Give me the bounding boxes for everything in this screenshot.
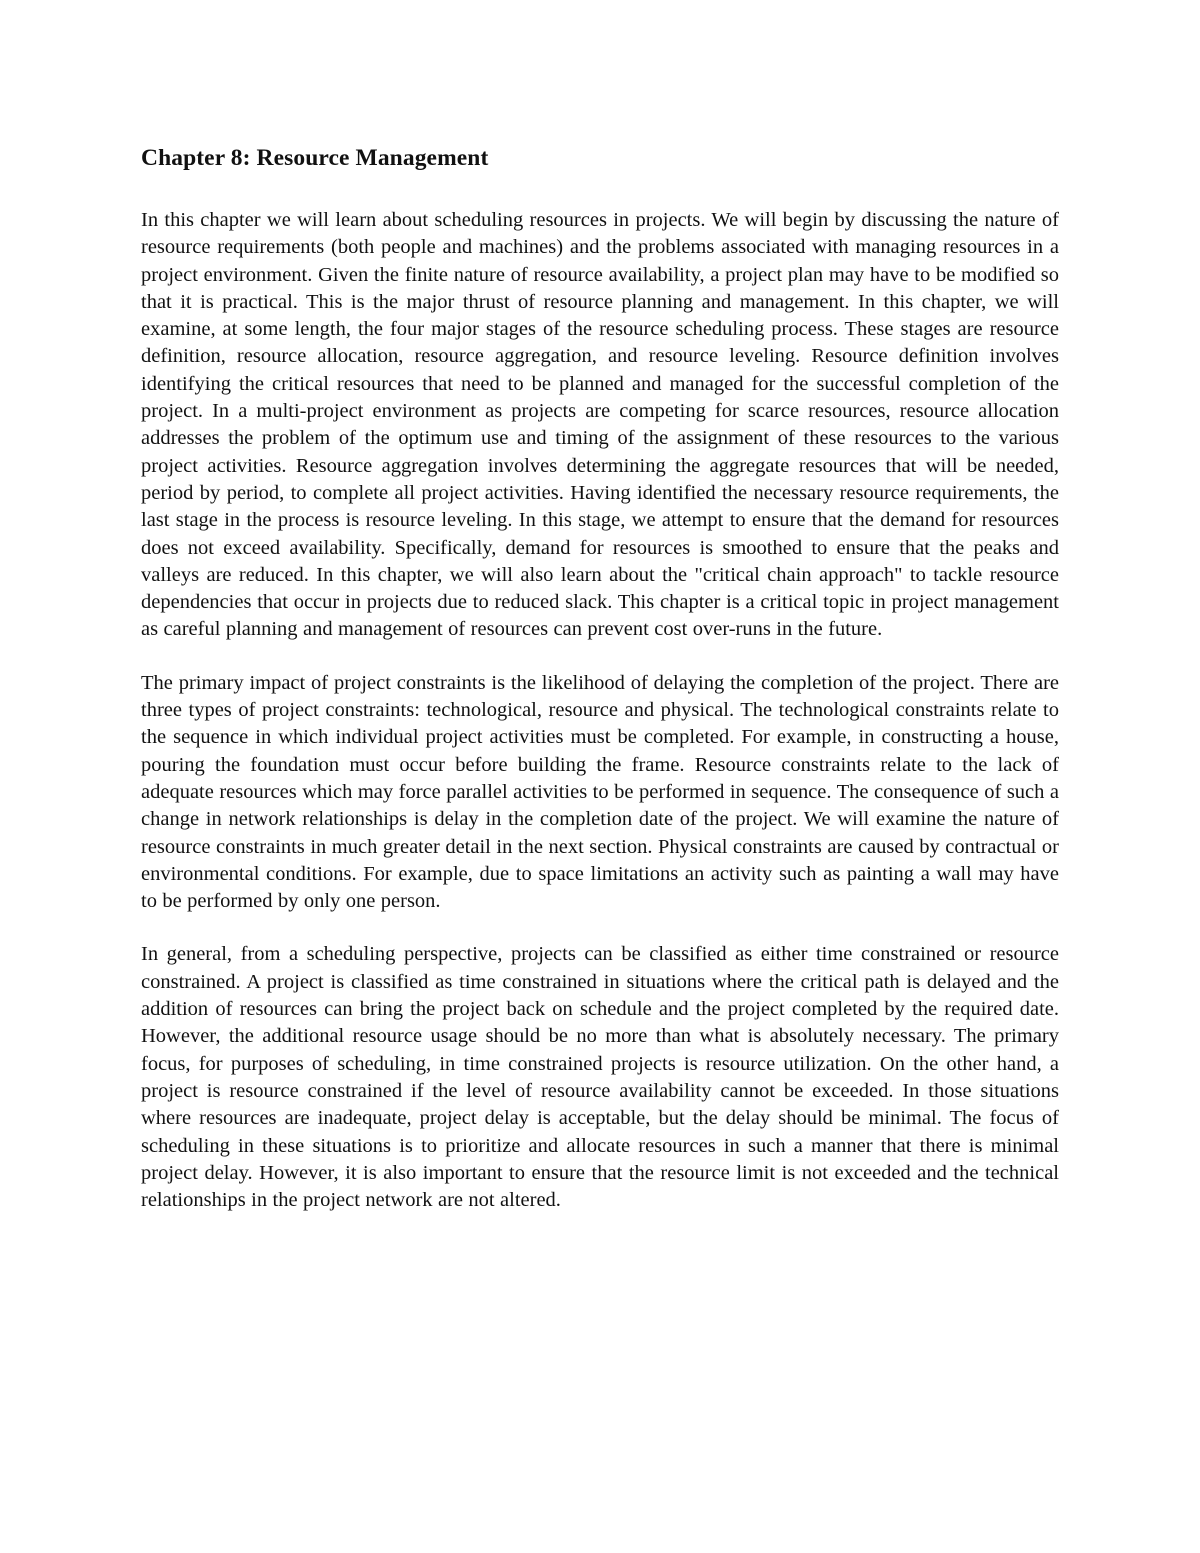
document-page (141, 138, 1059, 1214)
paragraph-constraints: The primary impact of project constraints is the likelihood of delaying the completion of the project. There are three types of project constraints: technological, resource and physical. The technological constraints relate to the sequence in which individual project activities must be completed. For example, in constructing a house, pouring the foundation must occur before building the frame. Resource constraints relate to the lack of adequate resources which may force parallel activities to be performed in sequence. The consequence of such a change in network relationships is delay in the completion date of the project. We will examine the nature of resource constraints in much greater detail in the next section. Physical constraints are caused by contractual or environmental conditions. For example, due to space limitations an activity such as painting a wall may have to be performed by only one person. (141, 671, 1059, 913)
spacer (141, 644, 1059, 670)
spacer (141, 178, 1059, 207)
spacer (141, 915, 1059, 941)
paragraph-scheduling-perspective: In general, from a scheduling perspective, projects can be classified as either time constrained or resource constrained. A project is classified as time constrained in situations where the critical path is delayed and the addition of resources can bring the project back on schedule and the project completed by the required date. However, the additional resource usage should be no more than what is absolutely necessary. The primary focus, for purposes of scheduling, in time constrained projects is resource utilization. On the other hand, a project is resource constrained if the level of resource availability cannot be exceeded. In those situations where resources are inadequate, project delay is acceptable, but the delay should be minimal. The focus of scheduling in these situations is to prioritize and allocate resources in such a manner that there is minimal project delay. However, it is also important to ensure that the resource limit is not exceeded and the technical relationships in the project network are not altered. (141, 943, 1059, 1212)
chapter-title: Chapter 8: Resource Management (141, 145, 489, 171)
paragraph-intro: In this chapter we will learn about scheduling resources in projects. We will begin by discussing the nature of resource requirements (both people and machines) and the problems associated with managing resources in a project environment. Given the finite nature of resource availability, a project plan may have to be modified so that it is practical. This is the major thrust of resource planning and management. In this chapter, we will examine, at some length, the four major stages of the resource scheduling process. These stages are resource definition, resource allocation, resource aggregation, and resource leveling. Resource definition involves identifying the critical resources that need to be planned and managed for the successful completion of the project. In a multi-project environment as projects are competing for scarce resources, resource allocation addresses the problem of the optimum use and timing of the assignment of these resources to the various project activities. Resource aggregation involves determining the aggregate resources that will be needed, period by period, to complete all project activities. Having identified the necessary resource requirements, the last stage in the process is resource leveling. In this stage, we attempt to ensure that the demand for resources does not exceed availability. Specifically, demand for resources is smoothed to ensure that the peaks and valleys are reduced. In this chapter, we will also learn about the "critical chain approach" to tackle resource dependencies that occur in projects due to reduced slack. This chapter is a critical topic in project management as careful planning and management of resources can prevent cost over-runs in the future. (141, 209, 1059, 641)
